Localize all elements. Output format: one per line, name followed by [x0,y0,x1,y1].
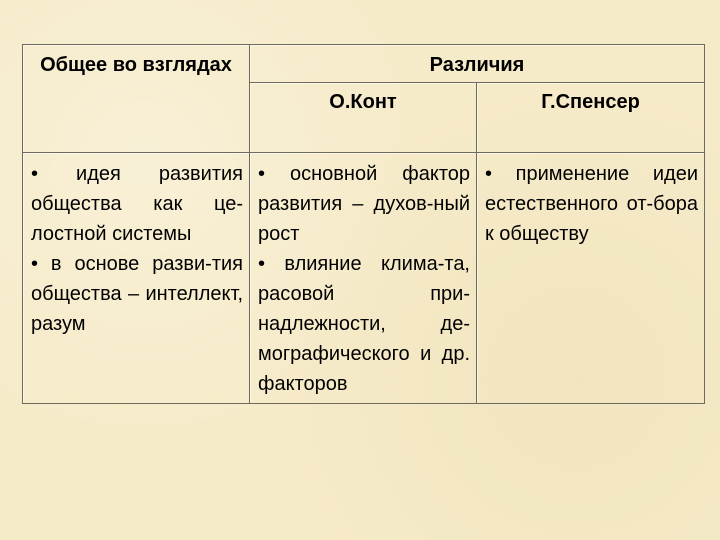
comparison-table [22,44,705,404]
common-point: • идея развития общества как це-лостной системы [31,163,243,245]
comte-point: • влияние клима-та, расовой при-надлежности, де-мографического и др. факторов [258,253,470,395]
header-spencer: Г.Спенсер [477,83,705,153]
header-differences: Различия [250,45,705,83]
common-point: • в основе разви-тия общества – интеллект, разум [31,253,243,335]
header-comte: О.Конт [250,83,477,153]
cell-comte [250,153,477,404]
cell-spencer [477,153,705,404]
comte-point: • основной фактор развития – духов-ный рост [258,163,470,245]
header-row-top [23,45,705,83]
header-common-views: Общее во взглядах [23,45,250,153]
content-row [23,153,705,404]
cell-common [23,153,250,404]
spencer-point: • применение идеи естественного от-бора к обществу [485,163,699,245]
